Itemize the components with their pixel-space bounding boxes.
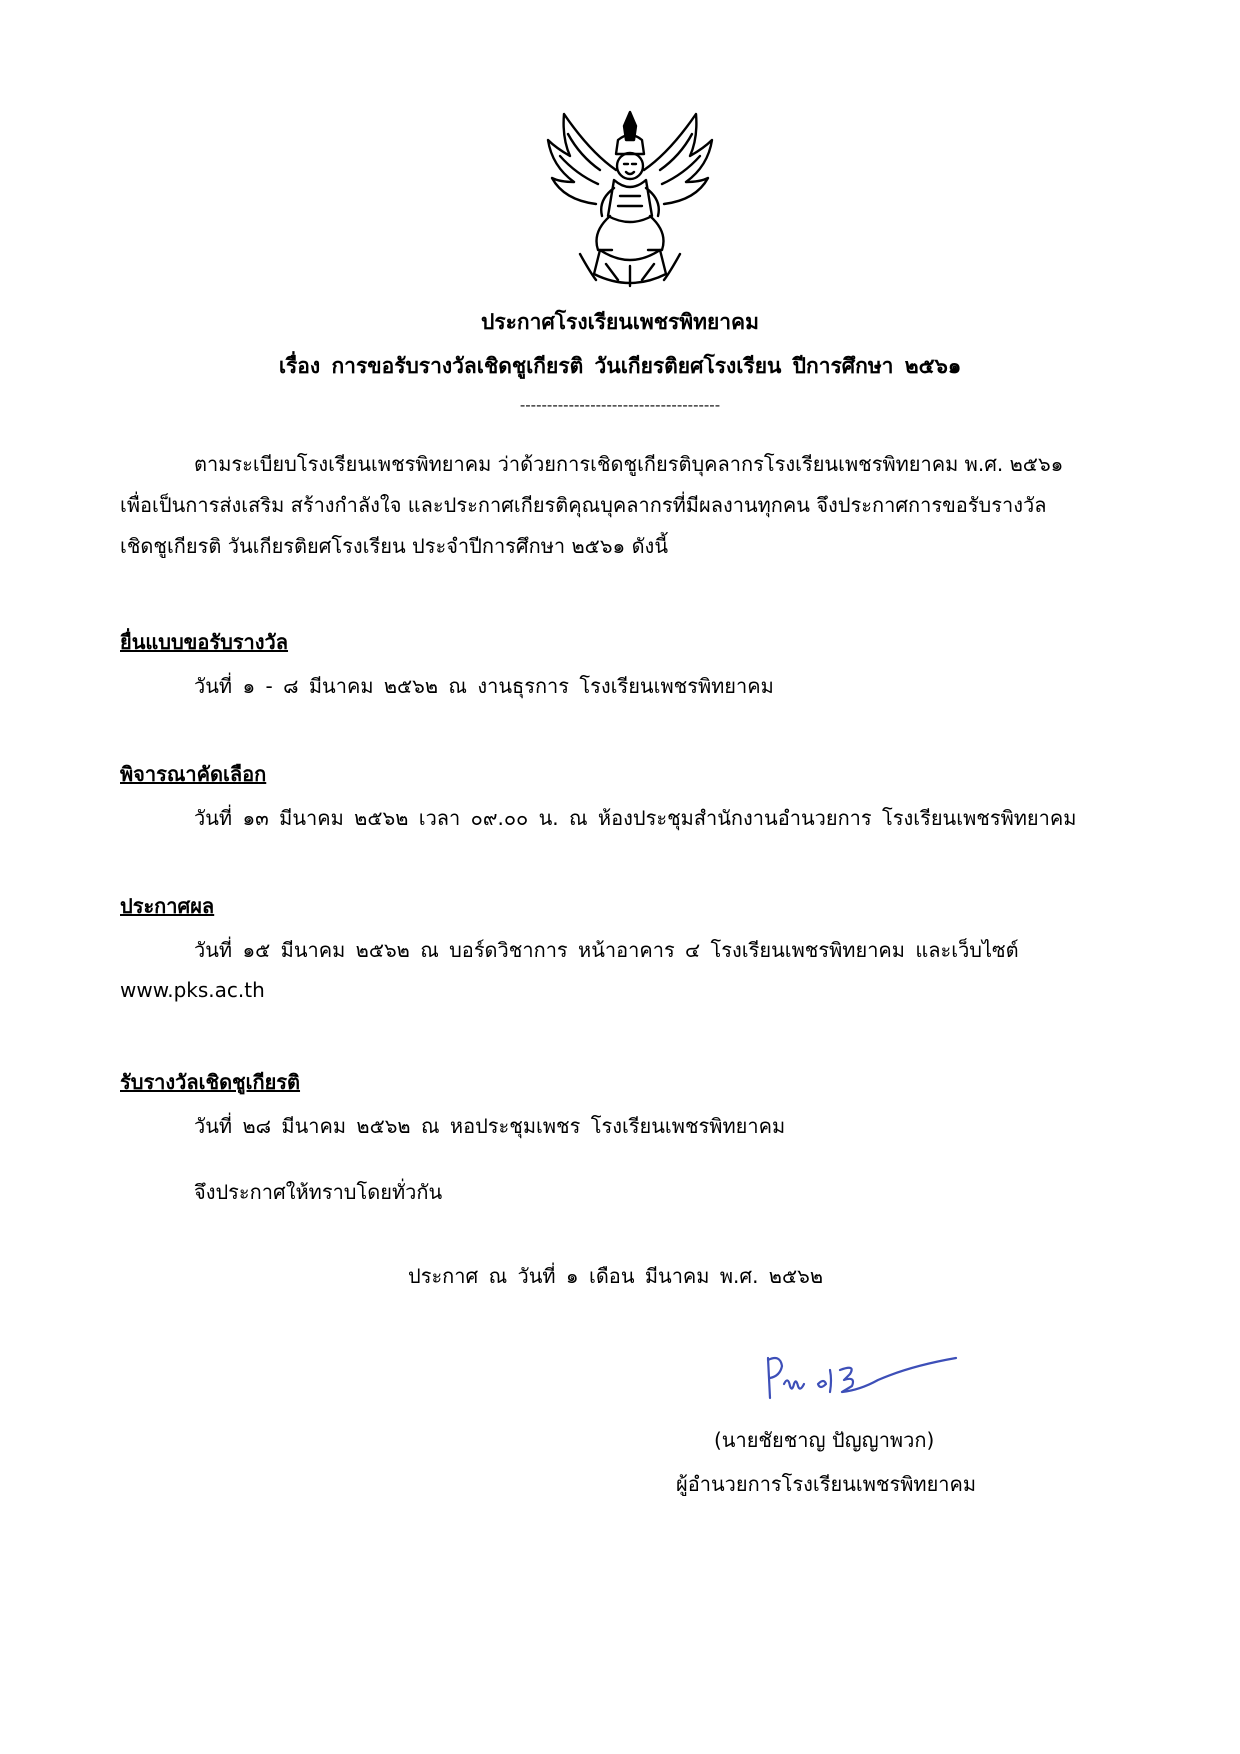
signatory-name: (นายชัยชาญ ปัญญาพวก) (714, 1428, 935, 1452)
section-heading-selection: พิจารณาคัดเลือก (120, 762, 267, 786)
section-detail-results: วันที่ ๑๕ มีนาคม ๒๕๖๒ ณ บอร์ดวิชาการ หน้าอาคาร ๔ โรงเรียนเพชรพิทยาคม และเว็บไซต์ (194, 938, 1019, 962)
announcement-title: ประกาศโรงเรียนเพชรพิทยาคม (481, 310, 759, 334)
section-heading-submit: ยื่นแบบขอรับรางวัล (120, 630, 289, 654)
signature-image (760, 1340, 960, 1412)
announcement-subject: เรื่อง การขอรับรางวัลเชิดชูเกียรติ วันเกียรติยศโรงเรียน ปีการศึกษา ๒๕๖๑ (278, 354, 962, 378)
section-detail-submit: วันที่ ๑ - ๘ มีนาคม ๒๕๖๒ ณ งานธุรการ โรงเรียนเพชรพิทยาคม (194, 674, 774, 698)
section-detail-award: วันที่ ๒๘ มีนาคม ๒๕๖๒ ณ หอประชุมเพชร โรงเรียนเพชรพิทยาคม (194, 1114, 786, 1138)
intro-line-2: เพื่อเป็นการส่งเสริม สร้างกำลังใจ และประกาศเกียรติคุณบุคลากรที่มีผลงานทุกคน จึงประกาศการขอรับรางวัล (120, 493, 1047, 517)
closing-statement: จึงประกาศให้ทราบโดยทั่วกัน (194, 1180, 443, 1204)
section-heading-award: รับรางวัลเชิดชูเกียรติ (120, 1070, 301, 1094)
intro-paragraph (120, 444, 1130, 567)
signatory-position: ผู้อำนวยการโรงเรียนเพชรพิทยาคม (676, 1472, 977, 1496)
section-heading-results: ประกาศผล (120, 894, 215, 918)
section-detail-selection: วันที่ ๑๓ มีนาคม ๒๕๖๒ เวลา ๐๙.๐๐ น. ณ ห้องประชุมสำนักงานอำนวยการ โรงเรียนเพชรพิทยาคม (194, 806, 1077, 830)
intro-line-1: ตามระเบียบโรงเรียนเพชรพิทยาคม ว่าด้วยการเชิดชูเกียรติบุคลากรโรงเรียนเพชรพิทยาคม พ.ศ. ๒๕๖๑ (194, 452, 1064, 476)
garuda-emblem-icon (540, 104, 720, 296)
announcement-date: ประกาศ ณ วันที่ ๑ เดือน มีนาคม พ.ศ. ๒๕๖๒ (408, 1264, 824, 1288)
separator-rule: ------------------------------------- (519, 396, 721, 414)
website-link[interactable]: www.pks.ac.th (120, 978, 265, 1002)
intro-line-3: เชิดชูเกียรติ วันเกียรติยศโรงเรียน ประจำปีการศึกษา ๒๕๖๑ ดังนี้ (120, 534, 668, 558)
